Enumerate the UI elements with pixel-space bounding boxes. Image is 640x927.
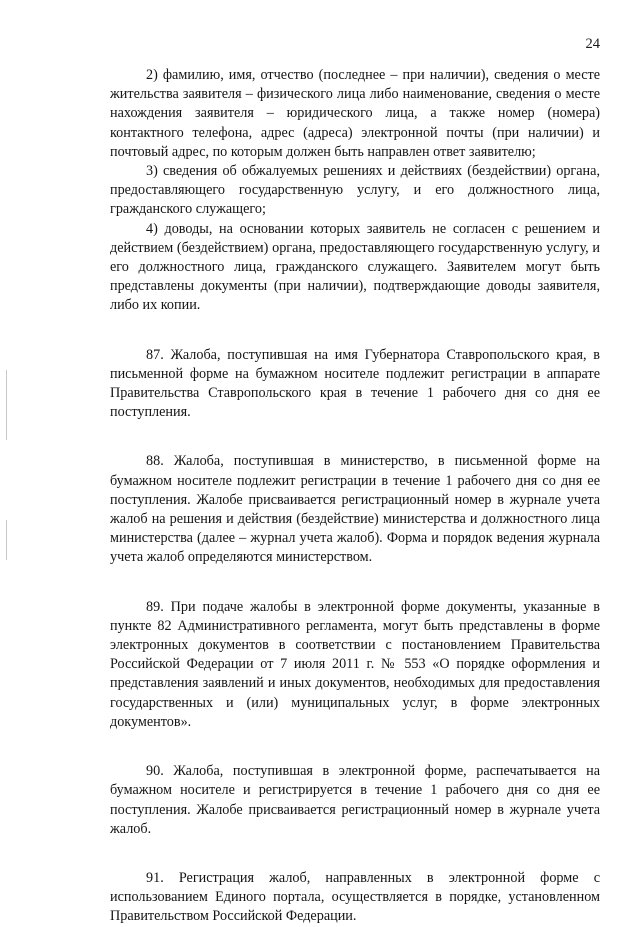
- page-number: 24: [585, 36, 600, 52]
- paragraph-89: 89. При подаче жалобы в электронной форме документы, указанные в пункте 82 Административного регламента, могут быть представлены в форме электронных документов в соответствии с постановлением Правительства Российской Федерации от 7 июля 2011 г. № 553 «О порядке оформления и представления заявлений и иных документов, необходимых для предоставления государственных и (или) муниципальных услуг, в форме электронных документов».: [110, 598, 600, 730]
- paragraph-90: 90. Жалоба, поступившая в электронной форме, распечатывается на бумажном носителе и регистрируется в течение 1 рабочего дня со дня ее поступления. Жалобе присваивается регистрационный номер в журнале учета жалоб.: [110, 763, 600, 837]
- paragraph-item-4: 4) доводы, на основании которых заявитель не согласен с решением и действием (бездействием) органа, предоставляющего государственную услугу, и его должностного лица, гражданского служащего. Заявителем могут быть представлены документы (при наличии), подтверждающие доводы заявителя, либо их копии.: [110, 220, 600, 314]
- paragraph-88: 88. Жалоба, поступившая в министерство, в письменной форме на бумажном носителе подлежит регистрации в течение 1 рабочего дня со дня ее поступления. Жалобе присваивается регистрационный номер в журнале учета жалоб на решения и действия (бездействие) министерства и должностного лица министерства (далее – журнал учета жалоб). Форма и порядок ведения журнала учета жалоб определяются министерством.: [110, 453, 600, 566]
- document-body: [110, 66, 600, 927]
- paragraph-87: 87. Жалоба, поступившая на имя Губернатора Ставропольского края, в письменной форме на бумажном носителе подлежит регистрации в аппарате Правительства Ставропольского края в течение 1 рабочего дня со дня ее поступления.: [110, 346, 600, 421]
- scan-edge-mark: [6, 520, 7, 560]
- paragraph-item-2: 2) фамилию, имя, отчество (последнее – при наличии), сведения о месте жительства заявителя – физического лица либо наименование, сведения о месте нахождения заявителя – юридического лица, а также номер (номера) контактного телефона, адрес (адреса) электронной почты (при наличии) и почтовый адрес, по которым должен быть направлен ответ заявителю;: [110, 67, 600, 160]
- paragraph-item-3: 3) сведения об обжалуемых решениях и действиях (бездействии) органа, предоставляющего государственную услугу, и его должностного лица, гражданского служащего;: [110, 163, 600, 218]
- scan-edge-mark: [6, 370, 7, 440]
- paragraph-91: 91. Регистрация жалоб, направленных в электронной форме с использованием Единого портала, осуществляется в порядке, установленном Правительством Российской Федерации.: [110, 869, 600, 925]
